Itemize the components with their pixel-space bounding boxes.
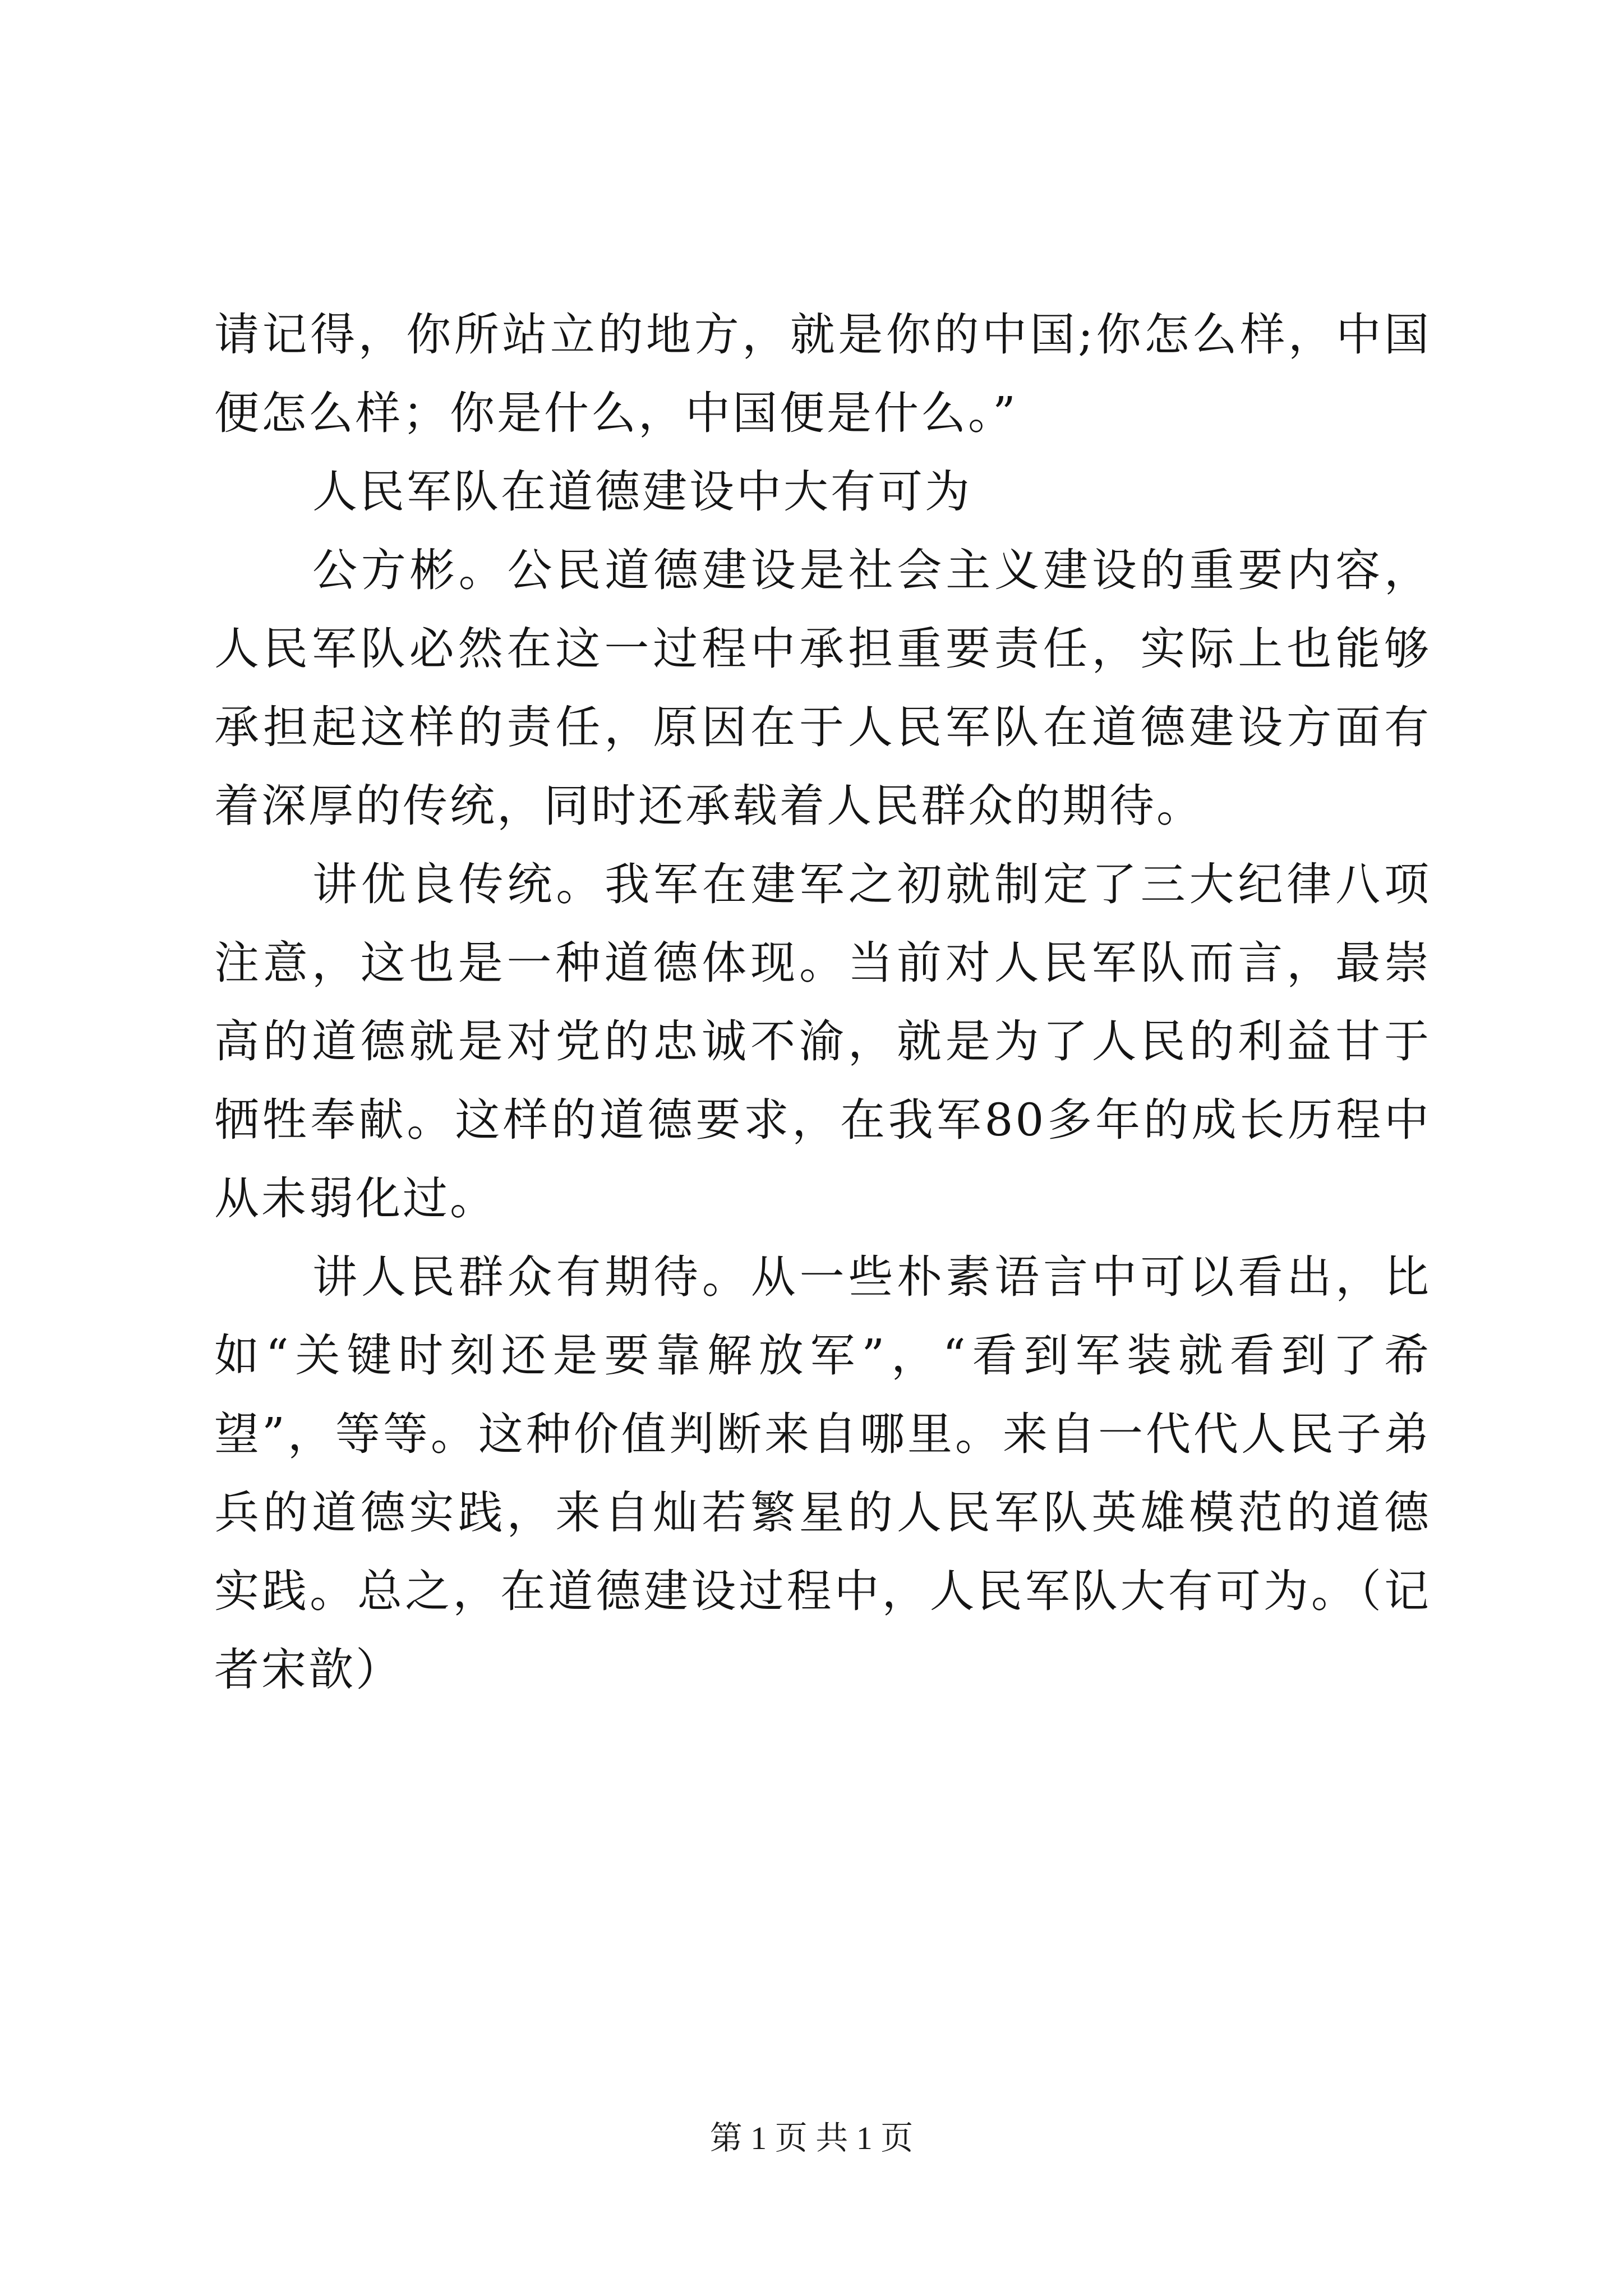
page-footer: 第 1 页 共 1 页 [709, 2120, 914, 2156]
paragraph-tradition: 讲优良传统。我军在建军之初就制定了三大纪律八项注意，这也是一种道德体现。当前对人民军队而言，最崇高的道德就是对党的忠诚不渝，就是为了人民的利益甘于牺牲奉献。这样的道德要求，在我军80多年的成长历程中从未弱化过。 [214, 858, 1431, 1225]
paragraph-expectation: 讲人民群众有期待。从一些朴素语言中可以看出，比如“关键时刻还是要靠解放军”，“看到军装就看到了希望”，等等。这种价值判断来自哪里。来自一代代人民子弟兵的道德实践，来自灿若繁星的人民军队英雄模范的道德实践。总之，在道德建设过程中，人民军队大有可为。（记者宋歆） [214, 1251, 1431, 1696]
paragraph-intro: 公方彬。公民道德建设是社会主义建设的重要内容，人民军队必然在这一过程中承担重要责任，实际上也能够承担起这样的责任，原因在于人民军队在道德建设方面有着深厚的传统，同时还承载着人民群众的期待。 [214, 544, 1431, 832]
document-body [214, 296, 1431, 1709]
article-heading: 人民军队在道德建设中大有可为 [312, 466, 972, 518]
paragraph-quote-continuation: 请记得，你所站立的地方，就是你的中国;你怎么样，中国便怎么样；你是什么，中国便是什么。” [214, 309, 1431, 439]
